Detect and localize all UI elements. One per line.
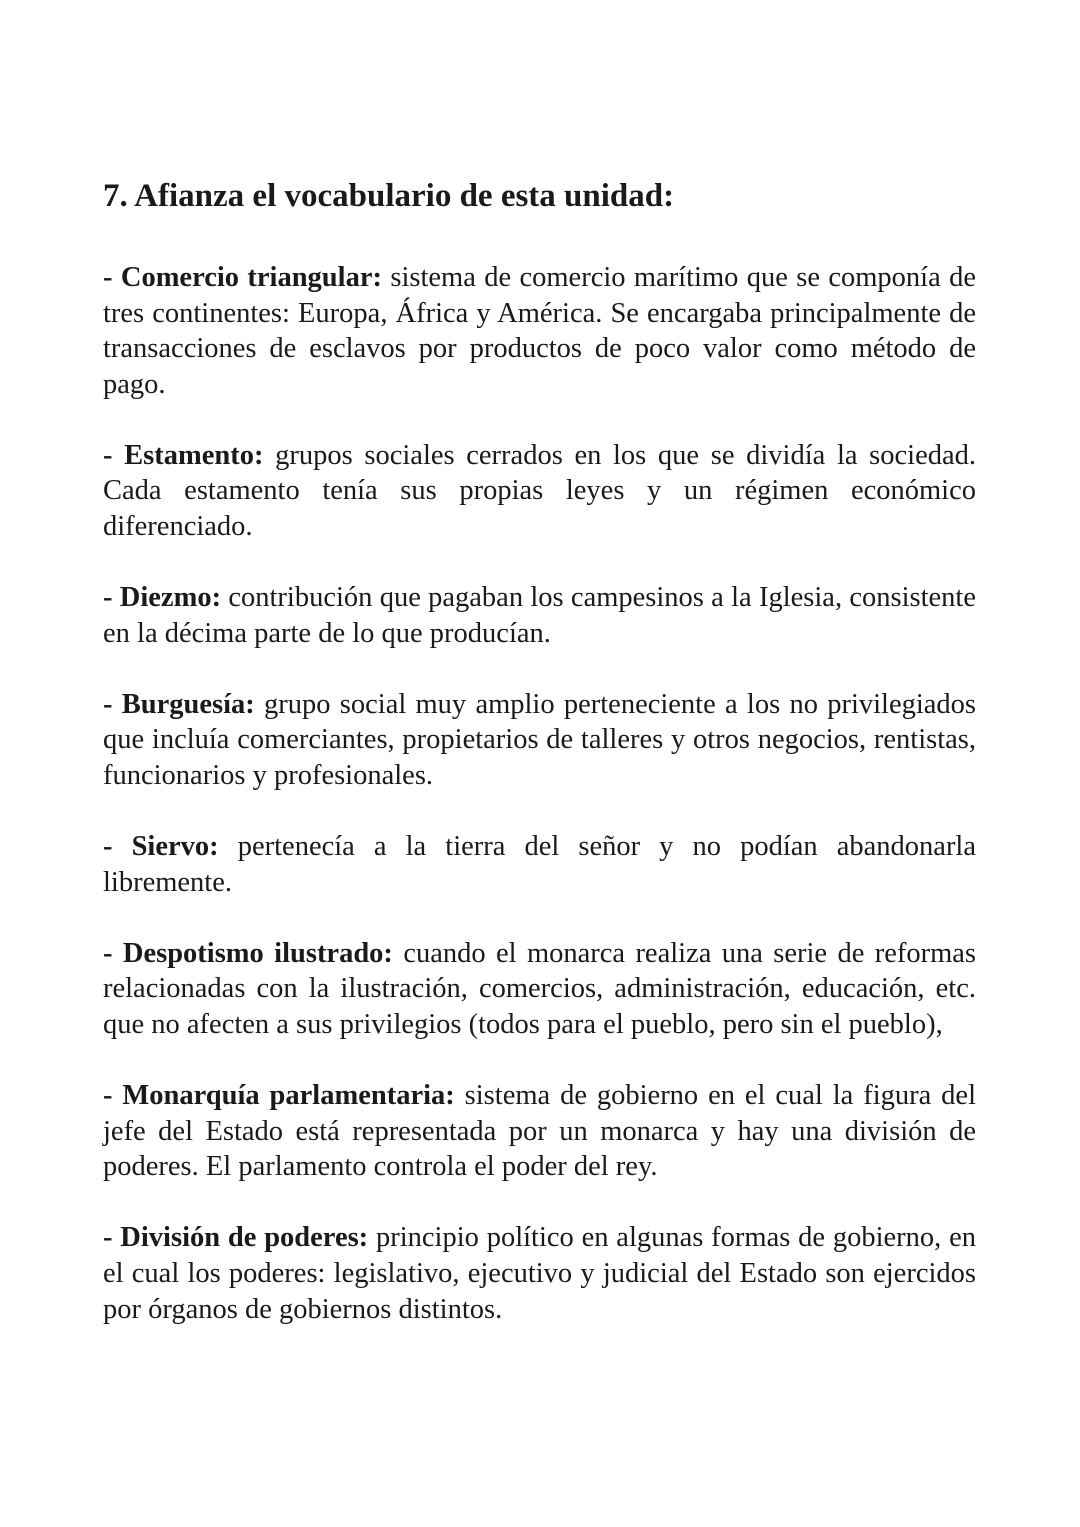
vocabulary-term: - Diezmo: xyxy=(103,582,222,614)
vocabulary-definition: grupo social muy amplio perteneciente a los no privilegiados que incluía comerciantes, propietarios de talleres y otros negocios, rentistas, funcionarios y profesionales. xyxy=(103,688,977,792)
section-title: 7. Afianza el vocabulario de esta unidad: xyxy=(103,178,675,214)
vocabulary-entry xyxy=(103,1078,976,1185)
vocabulary-definition: principio político en algunas formas de gobierno, en el cual los poderes: legislativo, ejecutivo y judicial del Estado son ejercidos por órganos de gobiernos distintos. xyxy=(103,1222,976,1325)
vocabulary-term: - Monarquía parlamentaria: xyxy=(103,1080,455,1112)
vocabulary-list xyxy=(103,260,976,1327)
vocabulary-definition: sistema de comercio marítimo que se componía de tres continentes: Europa, África y América. Se encargaba principalmente de transacciones de esclavos por productos de poco valor como método de pago. xyxy=(103,262,977,400)
vocabulary-term: - División de poderes: xyxy=(103,1222,369,1254)
vocabulary-definition: grupos sociales cerrados en los que se dividía la sociedad. Cada estamento tenía sus propias leyes y un régimen económico diferenciado. xyxy=(103,439,976,543)
vocabulary-term: - Burguesía: xyxy=(103,688,255,720)
vocabulary-term: - Siervo: xyxy=(103,831,219,863)
vocabulary-definition: cuando el monarca realiza una serie de reformas relacionadas con la ilustración, comercios, administración, educación, etc. que no afecten a sus privilegios (todos para el pueblo, pero sin el pueblo), xyxy=(103,937,977,1040)
vocabulary-definition: pertenecía a la tierra del señor y no podían abandonarla libremente. xyxy=(103,831,976,898)
vocabulary-entry xyxy=(103,438,976,545)
vocabulary-entry xyxy=(103,260,976,402)
vocabulary-entry xyxy=(103,580,976,651)
vocabulary-term: - Estamento: xyxy=(103,439,264,471)
vocabulary-entry xyxy=(103,829,976,900)
document-page xyxy=(103,172,976,1363)
vocabulary-entry xyxy=(103,936,976,1043)
vocabulary-definition: sistema de gobierno en el cual la figura del jefe del Estado está representada por un monarca y hay una división de poderes. El parlamento controla el poder del rey. xyxy=(103,1080,976,1183)
vocabulary-definition: contribución que pagaban los campesinos a la Iglesia, consistente en la décima parte de lo que producían. xyxy=(103,582,976,649)
vocabulary-entry xyxy=(103,687,976,794)
vocabulary-term: - Comercio triangular: xyxy=(103,262,382,293)
vocabulary-entry xyxy=(103,1220,976,1327)
vocabulary-term: - Despotismo ilustrado: xyxy=(103,937,393,969)
